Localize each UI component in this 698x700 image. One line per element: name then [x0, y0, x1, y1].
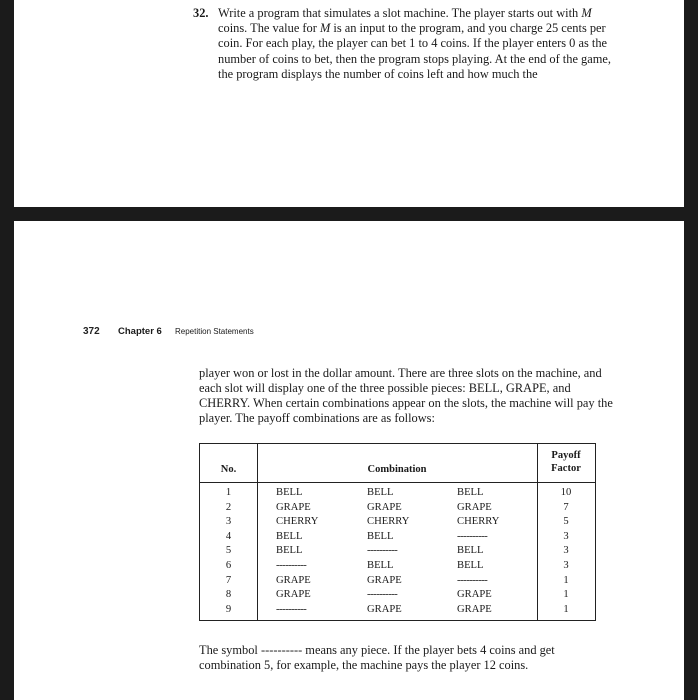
- cell-factor: 3: [563, 545, 569, 557]
- chapter-title: Repetition Statements: [175, 327, 254, 336]
- header-payoff: Payoff: [551, 450, 581, 461]
- exercise-32: [193, 6, 623, 82]
- cell-slot-2: BELL: [367, 560, 394, 571]
- cell-slot-2: BELL: [367, 487, 394, 498]
- page-break-bar: [0, 207, 698, 221]
- cell-factor: 1: [563, 589, 569, 601]
- exercise-continuation-text: player won or lost in the dollar amount. There are three slots on the machine, and each slot will display one of the three possible pieces: BELL, GRAPE, and CHERRY. When certain combinations appear on the slots, the machine will pay the player. The payoff combinations are as follows:: [199, 366, 613, 425]
- cell-slot-2: CHERRY: [367, 516, 410, 528]
- cell-no: 2: [225, 501, 232, 513]
- cell-slot-3: GRAPE: [457, 501, 492, 513]
- cell-no: 6: [225, 560, 232, 571]
- page-number: 372: [83, 326, 100, 337]
- cell-no: 4: [225, 530, 232, 542]
- cell-slot-1: CHERRY: [276, 516, 319, 528]
- cell-slot-1: GRAPE: [276, 589, 311, 601]
- cell-slot-1: GRAPE: [276, 574, 311, 586]
- chapter-label: Chapter 6: [118, 326, 162, 337]
- cell-no: 5: [225, 545, 232, 557]
- footnote-text: The symbol ---------- means any piece. If the player bets 4 coins and get combination 5, for example, the machine pays the player 12 coins.: [199, 643, 555, 672]
- cell-slot-2: GRAPE: [367, 574, 402, 586]
- cell-no: 1: [225, 487, 232, 498]
- cell-slot-3: BELL: [457, 560, 484, 571]
- cell-factor: 1: [563, 574, 569, 586]
- cell-no: 7: [225, 574, 232, 586]
- cell-slot-3: ----------: [457, 530, 488, 542]
- header-combination: Combination: [367, 464, 427, 475]
- cell-factor: 5: [563, 516, 569, 528]
- cell-slot-3: GRAPE: [457, 589, 492, 601]
- header-divider: [200, 482, 595, 483]
- cell-slot-1: ----------: [276, 560, 307, 571]
- header-no: No.: [220, 464, 237, 475]
- cell-slot-3: ----------: [457, 574, 488, 586]
- header-factor: Factor: [551, 463, 581, 474]
- cell-slot-3: GRAPE: [457, 603, 492, 615]
- cell-factor: 10: [560, 487, 572, 498]
- cell-factor: 3: [563, 560, 569, 571]
- cell-slot-1: ----------: [276, 603, 307, 615]
- cell-no: 9: [225, 603, 232, 615]
- cell-slot-2: ----------: [367, 545, 398, 557]
- cell-slot-1: BELL: [276, 487, 303, 498]
- exercise-number: 32.: [193, 6, 209, 20]
- cell-slot-2: GRAPE: [367, 501, 402, 513]
- cell-slot-1: BELL: [276, 530, 303, 542]
- cell-factor: 3: [563, 530, 569, 542]
- header-payoff-factor: [537, 449, 595, 475]
- left-page-edge: [0, 0, 14, 700]
- cell-factor: 1: [563, 603, 569, 615]
- cell-slot-2: ----------: [367, 589, 398, 601]
- cell-no: 3: [225, 516, 232, 528]
- exercise-text: Write a program that simulates a slot machine. The player starts out with M coins. The value for M is an input to the program, and you charge 25 cents per coin. For each play, the player can bet 1 to 4 coins. If the player enters 0 as the number of coins to bet, then the program stops playing. At the end of the game, the program displays the number of coins left and how much the: [218, 6, 611, 81]
- cell-slot-1: GRAPE: [276, 501, 311, 513]
- right-page-edge: [684, 0, 698, 700]
- cell-slot-3: BELL: [457, 545, 484, 557]
- cell-no: 8: [225, 589, 232, 601]
- cell-slot-3: BELL: [457, 487, 484, 498]
- payoff-table: [199, 443, 596, 621]
- cell-slot-2: GRAPE: [367, 603, 402, 615]
- cell-slot-3: CHERRY: [457, 516, 500, 528]
- cell-factor: 7: [563, 501, 569, 513]
- cell-slot-1: BELL: [276, 545, 303, 557]
- cell-slot-2: BELL: [367, 530, 394, 542]
